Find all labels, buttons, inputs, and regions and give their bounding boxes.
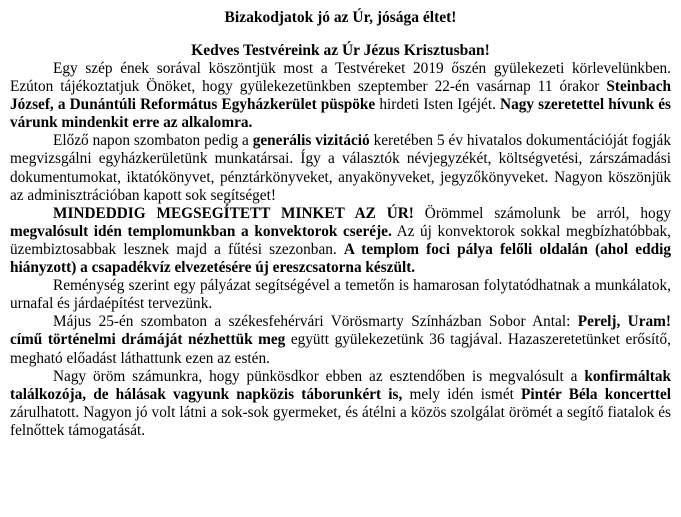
text-run-bold: Nagy szeretettel hívunk és várunk mindenkit erre az alkalomra. [10, 96, 671, 132]
text-run: Egy szép ének sorával köszöntjük most a Testvéreket 2019 őszén gyülekezeti körlevelünkben. Ezúton tájékoztatjuk Önöket, hogy gyülekezetünkben szeptember 22-én vasárnap 11 órakor [10, 60, 671, 96]
paragraph-visitation [10, 132, 671, 204]
text-run-bold: konfirmáltak találkozója, de hálásak vagyunk napközis táborunkért is, [10, 367, 671, 403]
text-run: zárulhatott. Nagyon jó volt látni a sok-sok gyermeket, és átélni a közös szolgálat örömét a segítő fiatalok és felnőttek támogatását. [10, 403, 671, 439]
text-run: Előző napon szombaton pedig a [53, 132, 253, 150]
text-run: mely idén ismét [402, 385, 522, 403]
letter-title: Bizakodjatok jó az Úr, jósága éltet! [224, 9, 457, 26]
paragraph-renovation [10, 205, 671, 277]
paragraph-theatre [10, 313, 671, 367]
text-run: együtt gyülekezetünk 36 tagjával. Hazaszeretetünket erősítő, megható előadást láthattunk ezen az estén. [10, 331, 671, 367]
text-run-bold: Perelj, Uram! című történelmi drámáját nézhettük meg [10, 313, 672, 349]
text-run-bold: generális vizitáció [252, 132, 370, 150]
text-run: Örömmel számolunk be arról, hogy [413, 204, 671, 222]
text-run: keretében 5 év hivatalos dokumentációját fogják megvizsgálni egyházkerületünk munkatársai. Így a választók névjegyzékét, költségvetési, zárszámadási dokumentumokat, iktatókönyvet, pénztárkönyveket, anyakönyveket, jegyzőkönyveket. Nagyon köszönjük az adminisztrációban kapott sok segítséget! [10, 132, 671, 204]
text-run-bold: Steinbach József, a Dunántúli Református Egyházkerület püspöke [10, 78, 671, 114]
paragraph-cemetery [10, 277, 671, 313]
text-run: Nagy öröm számunkra, hogy pünkösdkor ebben az esztendőben is megvalósult a [53, 367, 585, 385]
text-run: hirdeti Isten Igéjét. [375, 96, 501, 114]
text-run-bold: A templom foci pálya felőli oldalán (ahol eddig hiányzott) a csapadékvíz elvezetésére új ereszcsatorna készült. [10, 240, 671, 277]
text-run-bold: MINDEDDIG MEGSEGÍTETT MINKET AZ ÚR! [53, 204, 414, 222]
text-run: Reménység szerint egy pályázat segítségével a temetőn is hamarosan folytatódhatnak a munkálatok, urnafal és járdaépítést tervezünk. [10, 277, 671, 313]
paragraph-pentecost [10, 368, 671, 440]
text-run: Az új konvektorok sokkal megbízhatóbbak, üzembiztosabbak lesznek majd a fűtési szezonban. [10, 222, 671, 258]
text-run-bold: megvalósult idén templomunkban a konvektorok cseréje. [10, 222, 392, 240]
letter-greeting: Kedves Testvéreink az Úr Jézus Krisztusban! [191, 42, 490, 59]
text-run: Május 25-én szombaton a székesfehérvári Vörösmarty Színházban Sobor Antal: [53, 313, 578, 331]
text-run-bold: Pintér Béla koncerttel [521, 385, 671, 403]
paragraph-episcopal-visit [10, 60, 671, 132]
letter-body [10, 60, 671, 440]
